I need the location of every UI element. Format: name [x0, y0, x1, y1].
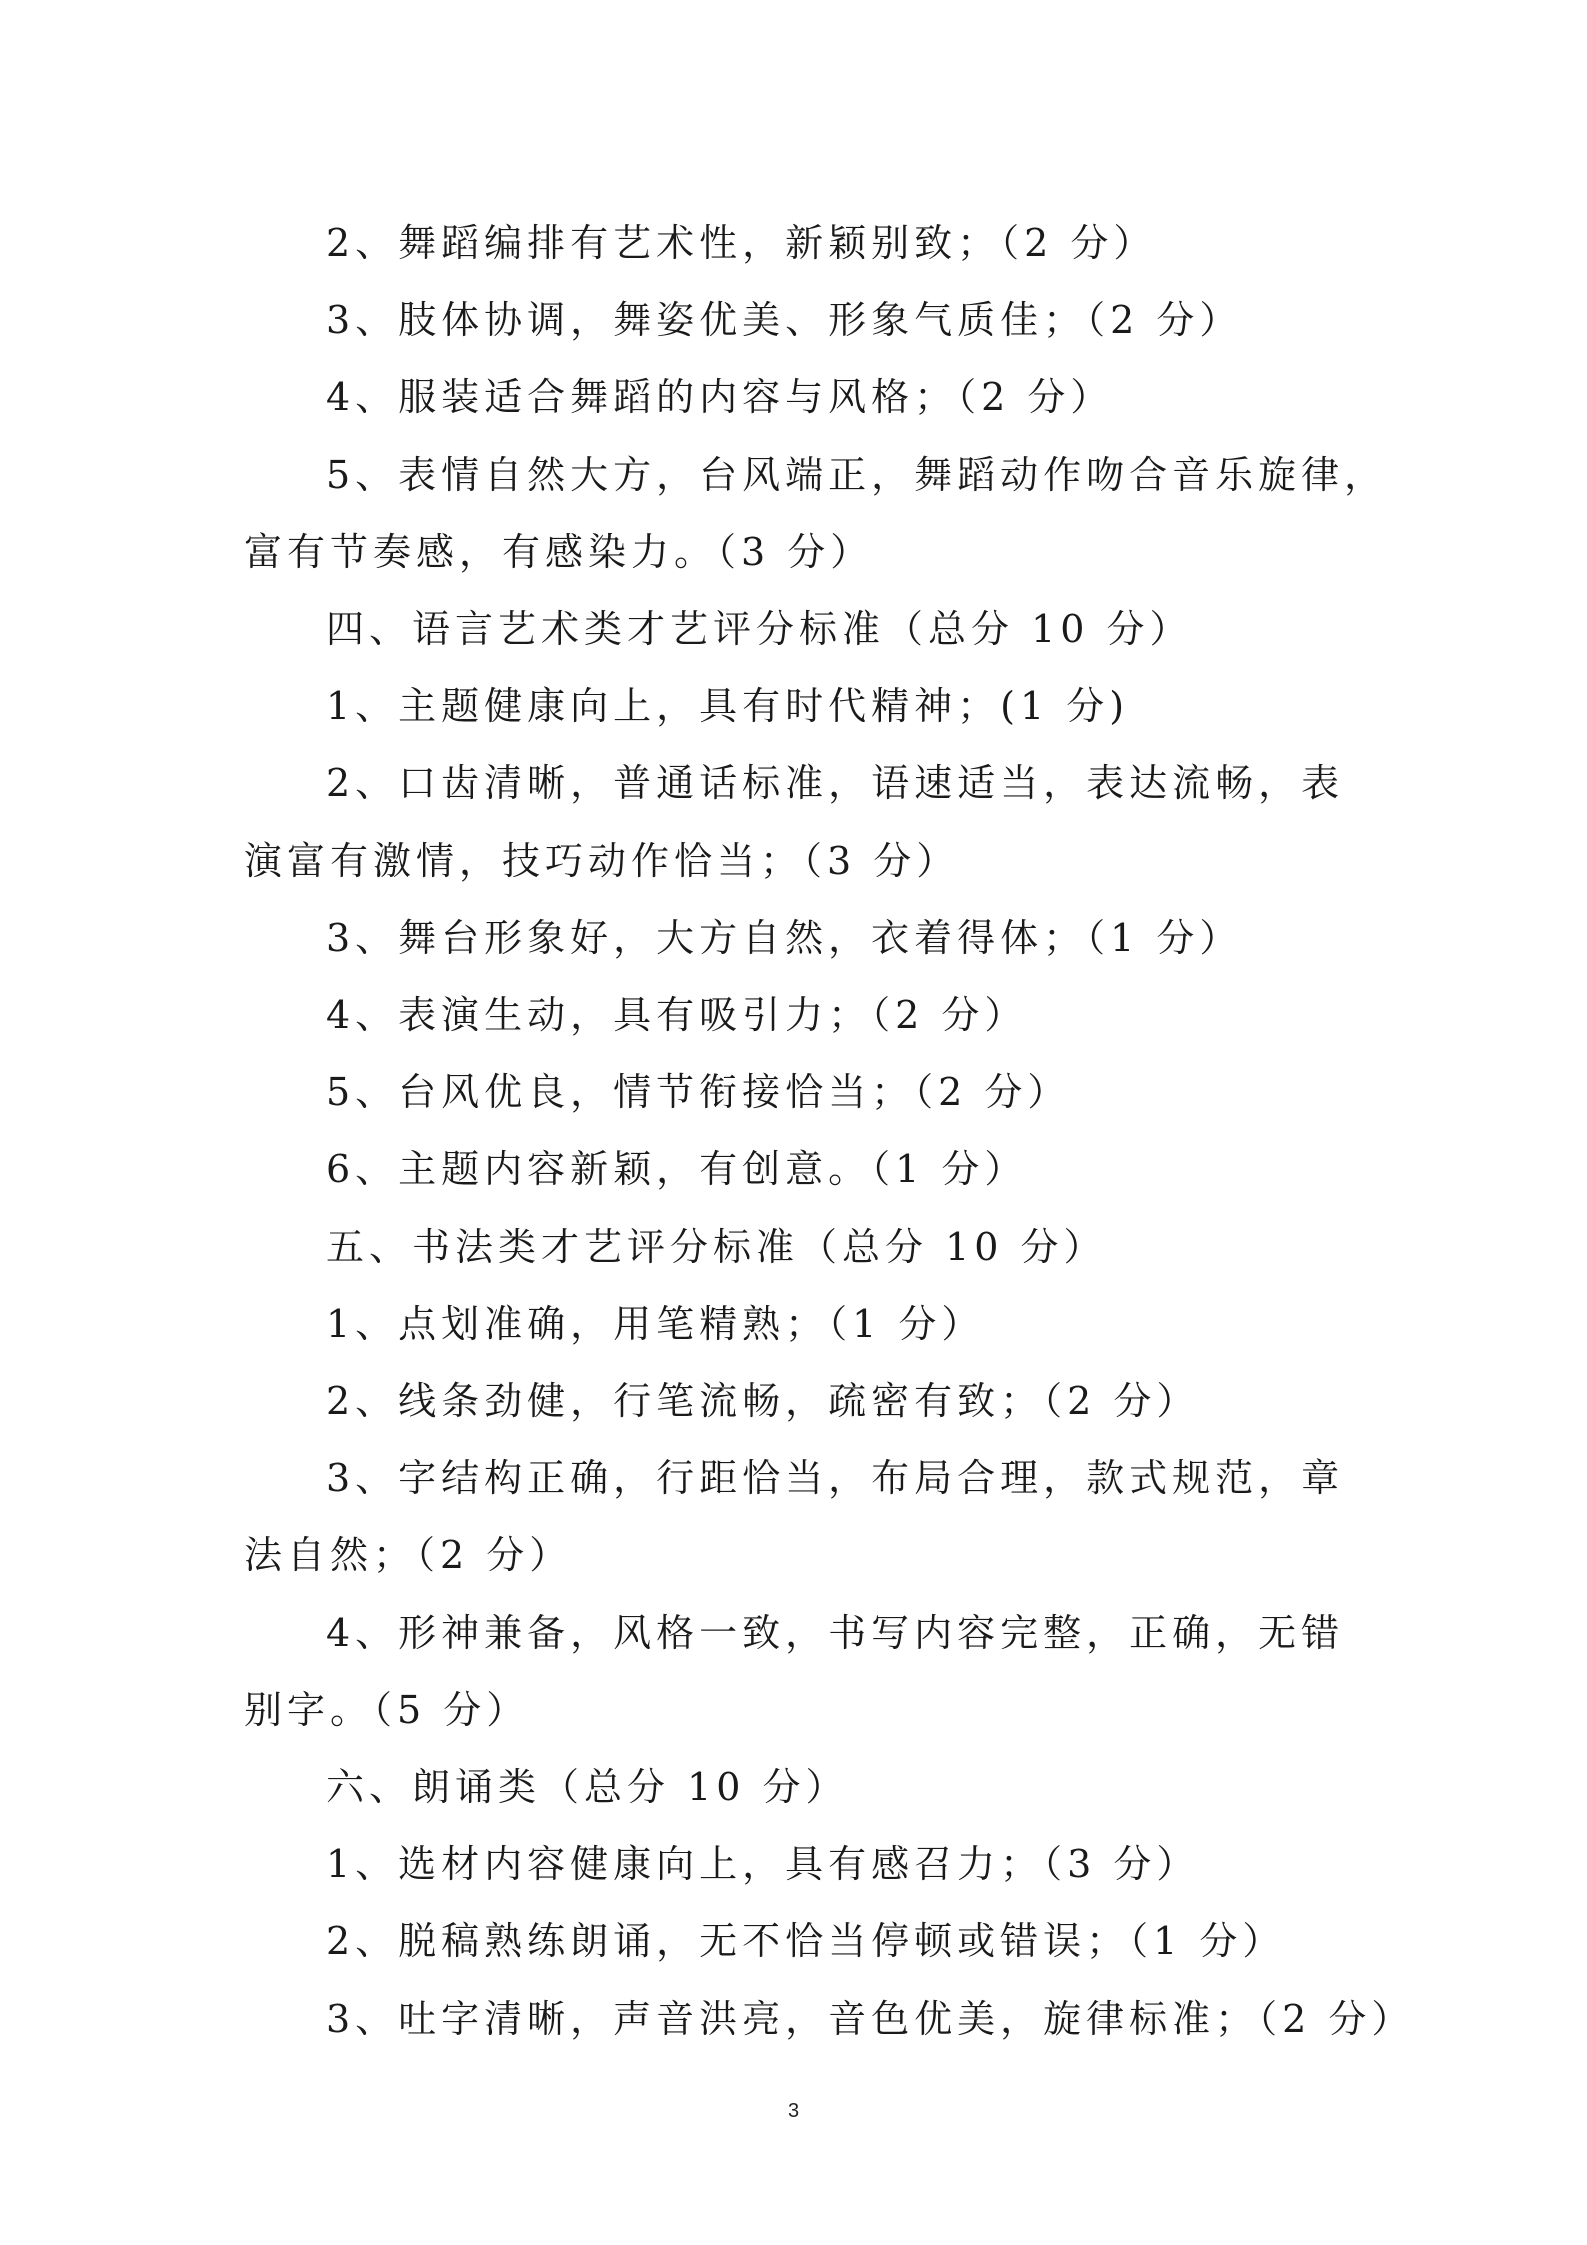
criteria-item-line: 4、服装适合舞蹈的内容与风格；（2 分）: [326, 375, 1114, 420]
criteria-item-line: 1、主题健康向上，具有时代精神；(1 分): [326, 684, 1130, 729]
criteria-item-line: 别字。（5 分）: [244, 1687, 530, 1732]
criteria-item-line: 4、形神兼备，风格一致，书写内容完整，正确，无错: [326, 1610, 1345, 1655]
criteria-item-line: 3、肢体协调，舞姿优美、形象气质佳；（2 分）: [326, 298, 1243, 343]
page-number: 3: [787, 2100, 800, 2122]
criteria-item-line: 1、点划准确，用笔精熟；（1 分）: [326, 1301, 985, 1346]
criteria-item-line: 2、口齿清晰，普通话标准，语速适当，表达流畅，表: [326, 761, 1345, 806]
criteria-item-line: 2、脱稿熟练朗诵，无不恰当停顿或错误；（1 分）: [326, 1919, 1286, 1964]
section-heading: 四、语言艺术类才艺评分标准（总分 10 分）: [326, 607, 1193, 652]
criteria-item-line: 3、吐字清晰，声音洪亮，音色优美，旋律标准；（2 分）: [326, 1996, 1415, 2041]
criteria-item-line: 4、表演生动，具有吸引力；（2 分）: [326, 993, 1028, 1038]
criteria-item-line: 富有节奏感，有感染力。（3 分）: [244, 529, 874, 574]
criteria-item-line: 6、主题内容新颖，有创意。（1 分）: [326, 1147, 1028, 1192]
section-heading: 六、朗诵类（总分 10 分）: [326, 1765, 849, 1810]
section-heading: 五、书法类才艺评分标准（总分 10 分）: [326, 1224, 1107, 1269]
criteria-item-line: 5、台风优良，情节衔接恰当；（2 分）: [326, 1070, 1071, 1115]
criteria-item-line: 法自然；（2 分）: [244, 1533, 573, 1578]
criteria-item-line: 5、表情自然大方，台风端正，舞蹈动作吻合音乐旋律，: [326, 452, 1388, 497]
criteria-item-line: 2、线条劲健，行笔流畅，疏密有致；（2 分）: [326, 1379, 1200, 1424]
criteria-item-line: 3、舞台形象好，大方自然，衣着得体；（1 分）: [326, 915, 1243, 960]
criteria-item-line: 2、舞蹈编排有艺术性，新颖别致；（2 分）: [326, 221, 1157, 265]
document-body: [244, 205, 1415, 2058]
criteria-item-line: 演富有激情，技巧动作恰当；（3 分）: [244, 838, 960, 883]
criteria-item-line: 1、选材内容健康向上，具有感召力；（3 分）: [326, 1842, 1200, 1887]
criteria-item-line: 3、字结构正确，行距恰当，布局合理，款式规范，章: [326, 1456, 1345, 1501]
